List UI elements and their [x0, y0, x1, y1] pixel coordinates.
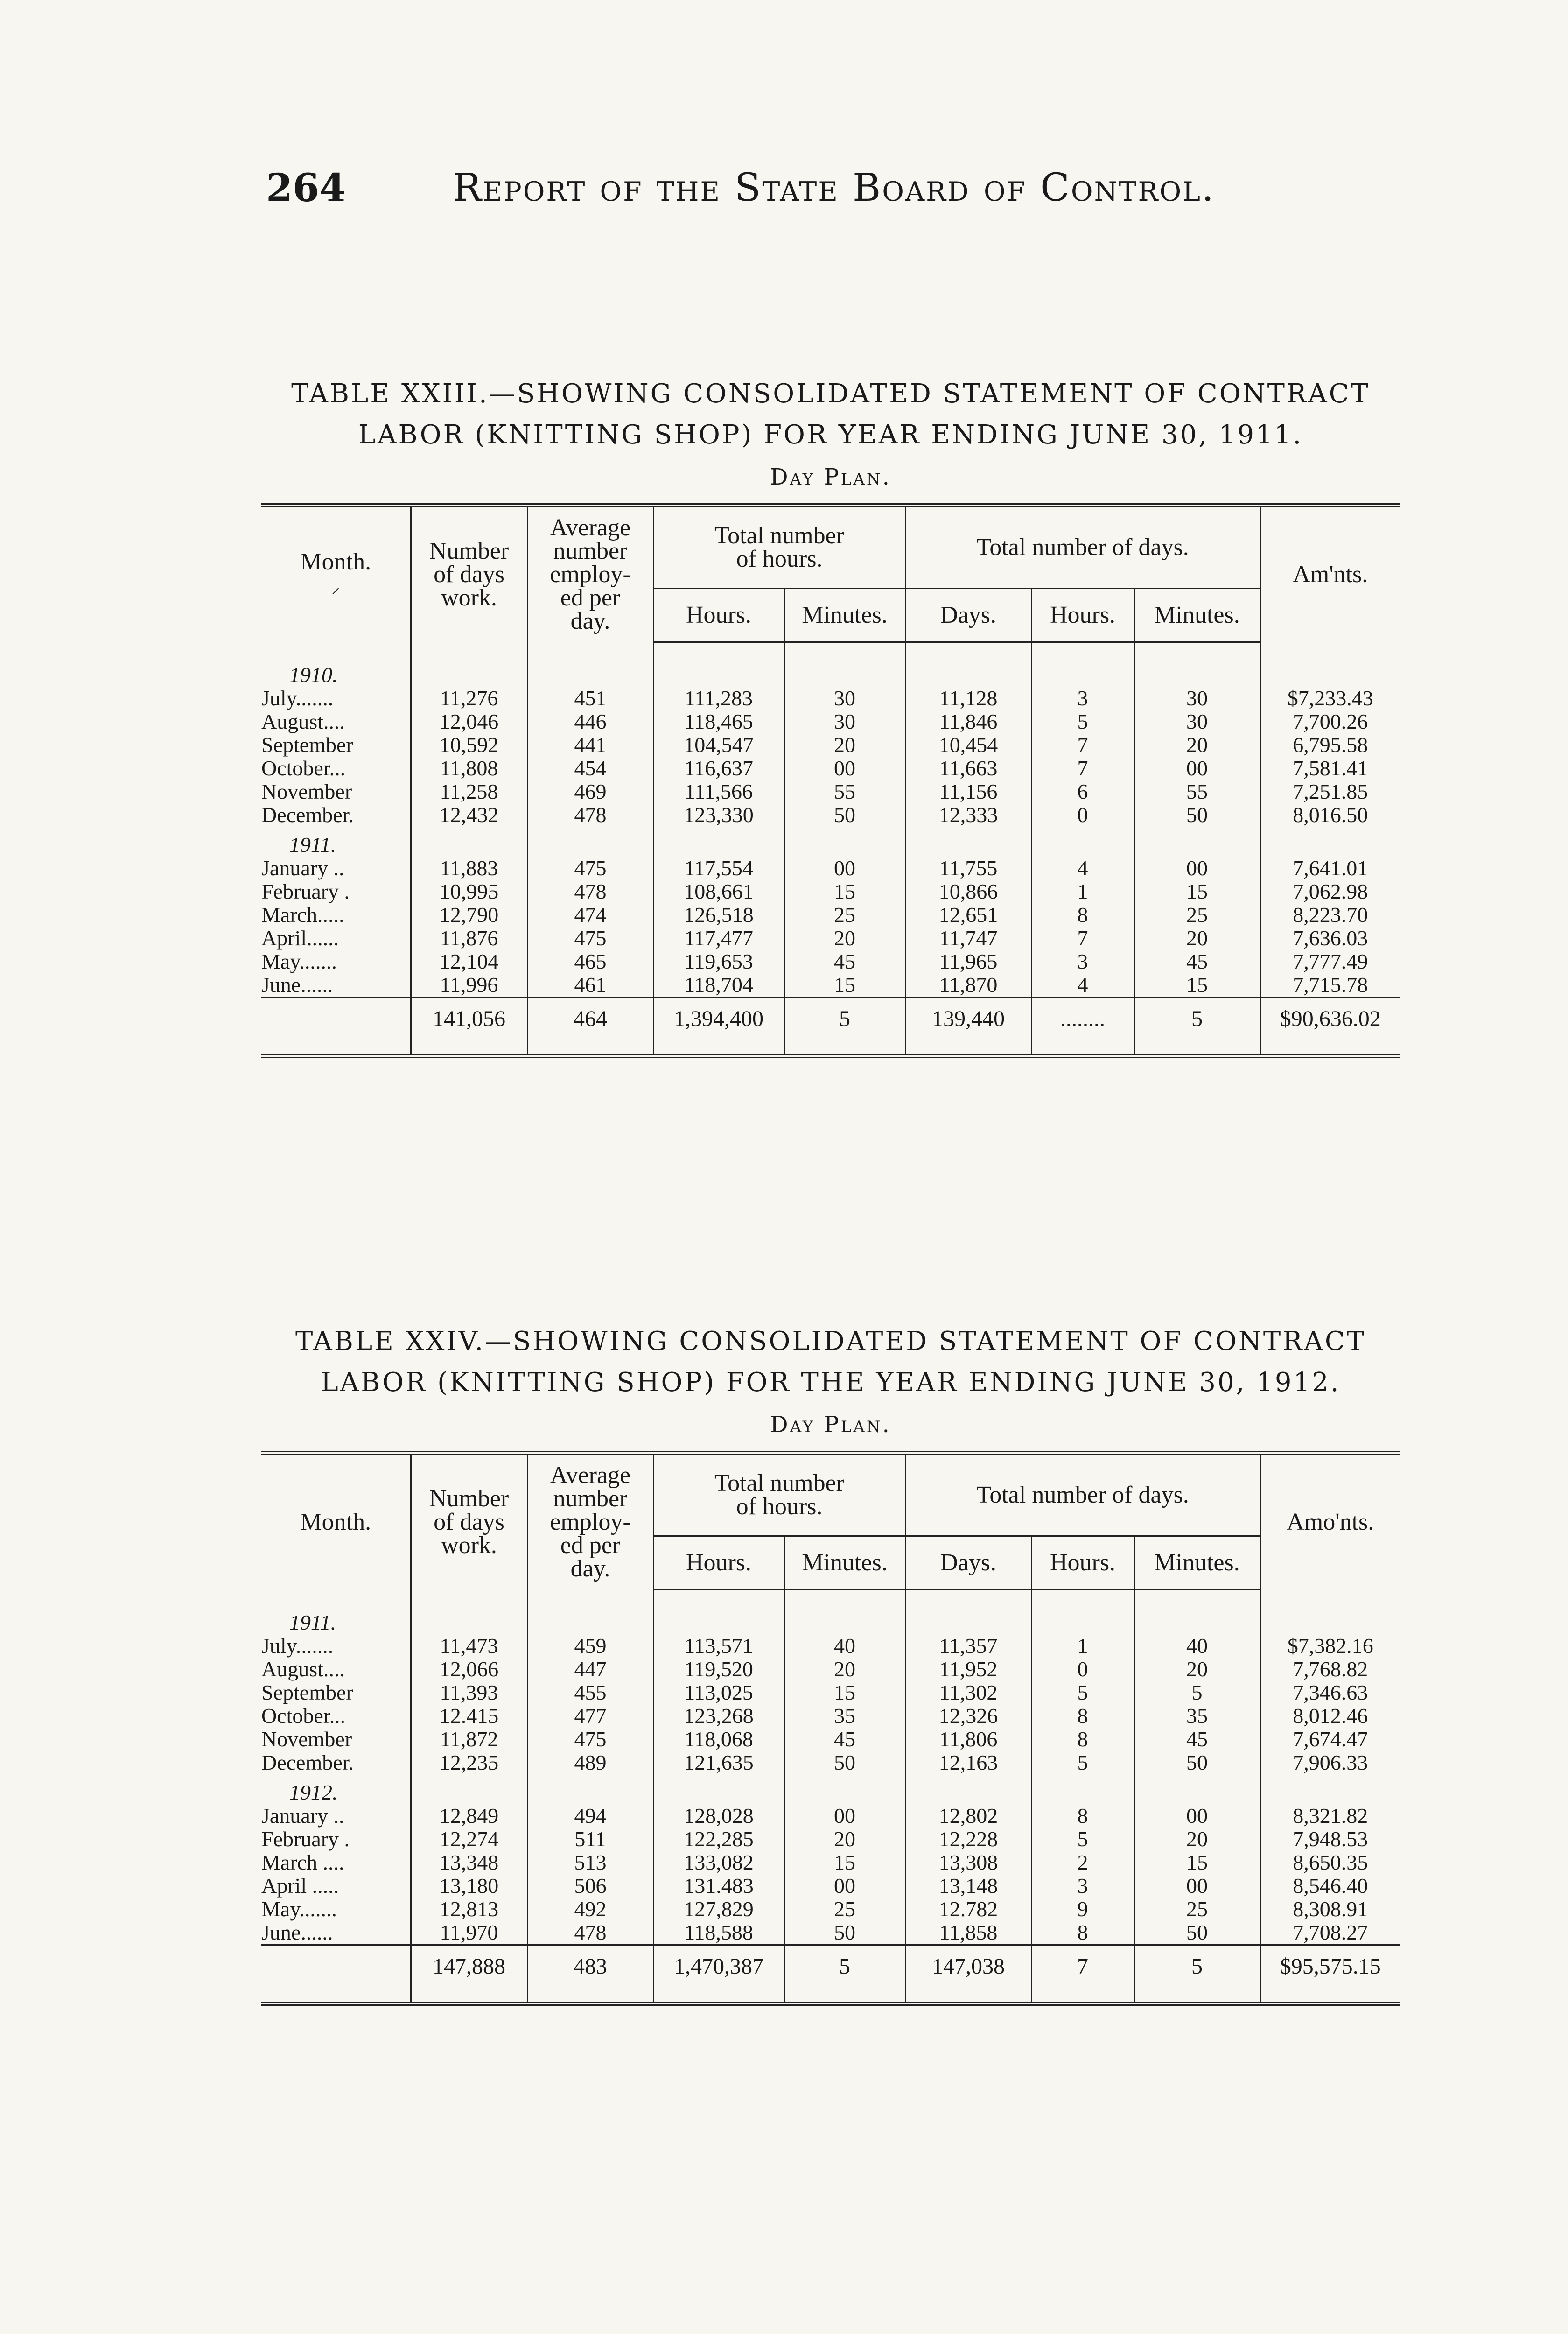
table-row: May....... 12,813 492 127,829 25 12.782 9 25 8,308.91 — [261, 1898, 1400, 1921]
plan-label: Day Plan. — [770, 1412, 891, 1438]
caption-line-2: LABOR (KNITTING SHOP) FOR YEAR ENDING JUNE 30, 1911. — [358, 420, 1303, 450]
table-row: August.... 12,046 446 118,465 30 11,846 5 30 7,700.26 — [261, 710, 1400, 733]
table-row: August.... 12,066 447 119,520 20 11,952 0 20 7,768.82 — [261, 1658, 1400, 1681]
table-row: January .. 11,883 475 117,554 00 11,755 4 00 7,641.01 — [261, 857, 1400, 880]
table-row: April ..... 13,180 506 131.483 00 13,148 3 00 8,546.40 — [261, 1874, 1400, 1898]
avg-employed-header: Average number employ- ed per day. — [527, 1455, 653, 1590]
days-subheader: Days. — [905, 589, 1031, 642]
days-work-header: Number of days work. — [411, 1455, 527, 1590]
table-caption — [261, 373, 1400, 456]
bottom-rule — [261, 1054, 1400, 1058]
table-row: May....... 12,104 465 119,653 45 11,965 3 45 7,777.49 — [261, 950, 1400, 973]
month-header: Month. ⸝ — [300, 548, 371, 597]
hours-subheader: Hours. — [1031, 1536, 1134, 1590]
hours-subheader: Hours. — [653, 589, 784, 642]
year-row: 1911. — [261, 827, 1400, 857]
minutes-subheader: Minutes. — [1134, 1536, 1260, 1590]
table-row: December. 12,235 489 121,635 50 12,163 5 50 7,906.33 — [261, 1751, 1400, 1774]
table-caption — [261, 1321, 1400, 1403]
year-row: 1910. — [261, 657, 1400, 687]
table-row: September 10,592 441 104,547 20 10,454 7 20 6,795.58 — [261, 733, 1400, 757]
total-days-header: Total number of days. — [905, 1455, 1260, 1536]
table-row: November 11,872 475 118,068 45 11,806 8 45 7,674.47 — [261, 1728, 1400, 1751]
avg-employed-header: Average number employ- ed per day. — [527, 507, 653, 642]
year-row: 1912. — [261, 1774, 1400, 1804]
table-row: June...... 11,970 478 118,588 50 11,858 8 50 7,708.27 — [261, 1921, 1400, 1945]
total-row: 147,888 483 1,470,387 5 147,038 7 5 $95,575.15 — [261, 1945, 1400, 1988]
table-row: October... 11,808 454 116,637 00 11,663 7 00 7,581.41 — [261, 757, 1400, 780]
table-row: November 11,258 469 111,566 55 11,156 6 55 7,251.85 — [261, 780, 1400, 803]
table-row: July....... 11,473 459 113,571 40 11,357 1 40 $7,382.16 — [261, 1634, 1400, 1658]
minutes-subheader: Minutes. — [784, 1536, 905, 1590]
minutes-subheader: Minutes. — [784, 589, 905, 642]
total-hours-header: Total number of hours. — [653, 1455, 905, 1536]
hours-subheader: Hours. — [653, 1536, 784, 1590]
table-row: April...... 11,876 475 117,477 20 11,747 7 20 7,636.03 — [261, 927, 1400, 950]
table-xxiv-section — [261, 1321, 1400, 2006]
minutes-subheader: Minutes. — [1134, 589, 1260, 642]
contract-labor-table-1912 — [261, 1455, 1400, 2002]
table-row: March..... 12,790 474 126,518 25 12,651 8 25 8,223.70 — [261, 903, 1400, 927]
table-row: February . 12,274 511 122,285 20 12,228 5 20 7,948.53 — [261, 1828, 1400, 1851]
caption-line-2: LABOR (KNITTING SHOP) FOR THE YEAR ENDING JUNE 30, 1912. — [321, 1367, 1341, 1398]
contract-labor-table-1911 — [261, 507, 1400, 1054]
days-work-header: Number of days work. — [411, 507, 527, 642]
total-days-header: Total number of days. — [905, 507, 1260, 589]
table-row: September 11,393 455 113,025 15 11,302 5 5 7,346.63 — [261, 1681, 1400, 1704]
page-number: 264 — [266, 166, 346, 211]
table-row: July....... 11,276 451 111,283 30 11,128 3 30 $7,233.43 — [261, 687, 1400, 710]
running-title: Report of the State Board of Control. — [453, 166, 1216, 210]
table-row: February . 10,995 478 108,661 15 10,866 1 15 7,062.98 — [261, 880, 1400, 903]
table-xxiii-section — [261, 373, 1400, 1058]
plan-label: Day Plan. — [770, 464, 891, 490]
table-row: October... 12.415 477 123,268 35 12,326 8 35 8,012.46 — [261, 1704, 1400, 1728]
table-row: January .. 12,849 494 128,028 00 12,802 8 00 8,321.82 — [261, 1804, 1400, 1828]
table-row: December. 12,432 478 123,330 50 12,333 0 50 8,016.50 — [261, 803, 1400, 827]
hours-subheader: Hours. — [1031, 589, 1134, 642]
top-rule — [261, 1451, 1400, 1455]
table-row: March .... 13,348 513 133,082 15 13,308 2 15 8,650.35 — [261, 1851, 1400, 1874]
top-rule — [261, 503, 1400, 507]
total-hours-header: Total number of hours. — [653, 507, 905, 589]
amount-header: Amo'nts. — [1260, 1455, 1400, 1590]
year-row: 1911. — [261, 1604, 1400, 1634]
caption-line-1: TABLE XXIV.—SHOWING CONSOLIDATED STATEMENT OF CONTRACT — [295, 1326, 1366, 1357]
month-header: Month. — [300, 1509, 371, 1536]
table-row: June...... 11,996 461 118,704 15 11,870 4 15 7,715.78 — [261, 973, 1400, 998]
total-row: 141,056 464 1,394,400 5 139,440 ........ 5 $90,636.02 — [261, 998, 1400, 1040]
caption-line-1: TABLE XXIII.—SHOWING CONSOLIDATED STATEMENT OF CONTRACT — [291, 379, 1370, 409]
days-subheader: Days. — [905, 1536, 1031, 1590]
amount-header: Am'nts. — [1260, 507, 1400, 642]
bottom-rule — [261, 2002, 1400, 2006]
